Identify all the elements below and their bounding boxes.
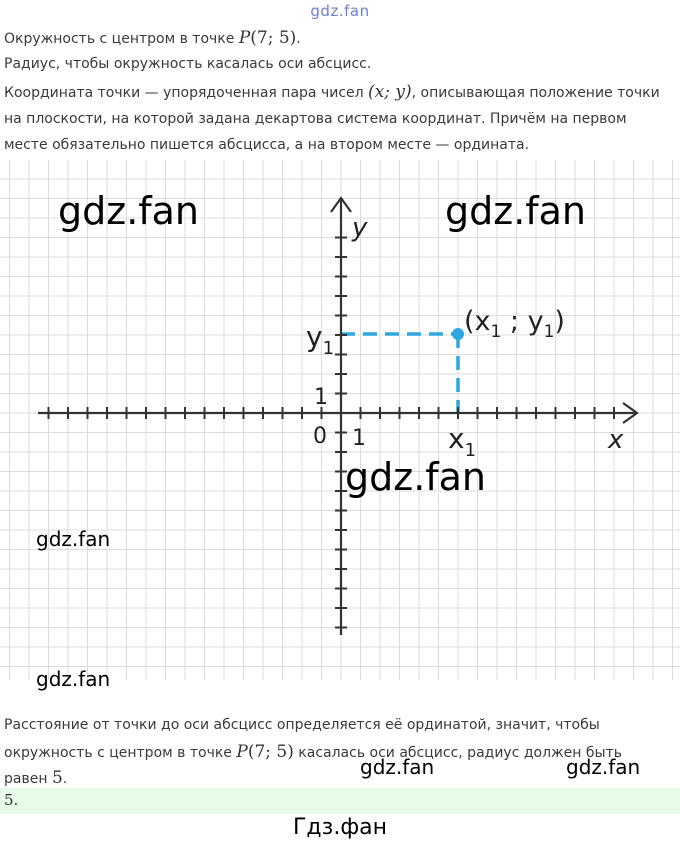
- coordinate-plane-figure: [0, 160, 680, 680]
- radius-value: 5: [51, 768, 63, 788]
- pair-notation: (x; y): [368, 82, 412, 102]
- point-marker: [452, 328, 464, 340]
- point-name: P(7; 5): [238, 28, 297, 48]
- answer-box: [0, 788, 680, 814]
- solution-text-2: окружность с центром в точке: [4, 745, 237, 761]
- solution-line-1: Расстояние от точки до оси абсцисс определяется её ординатой, значит, чтобы: [4, 717, 600, 733]
- watermark-small-4: gdz.fan: [566, 755, 641, 779]
- intro-line-2: Радиус, чтобы окружность касалась оси абсцисс.: [4, 56, 372, 72]
- watermark-bottom: Гдз.фан: [293, 815, 387, 840]
- intro-text-3b: , описывающая положение точки на плоскости, на которой задана декартова система координат. Причём на первом месте обязательно пишется абсцисса, а на втором месте — ордината.: [4, 85, 660, 153]
- intro-line-1: [4, 25, 674, 52]
- intro-text: Окружность с центром в точке: [4, 31, 239, 47]
- y-axis-label: y: [352, 213, 368, 243]
- y-tick-one-label: 1: [314, 385, 328, 410]
- watermark-big-right: gdz.fan: [445, 189, 587, 233]
- solution-text-3b: .: [62, 771, 68, 787]
- watermark-small-1: gdz.fan: [36, 527, 111, 551]
- origin-label: 0: [313, 424, 327, 449]
- intro-paragraph-3: [4, 79, 674, 158]
- solution-text-3: равен: [4, 771, 52, 787]
- intro-text-3: Координата точки — упорядоченная пара чисел: [4, 85, 369, 101]
- watermark-big-center: gdz.fan: [345, 455, 487, 499]
- y1-label: $y_1$: [306, 320, 335, 359]
- x-axis-label: x: [608, 425, 624, 455]
- intro-punct: .: [296, 31, 301, 47]
- watermark-small-3: gdz.fan: [360, 755, 435, 779]
- watermark-big-left: gdz.fan: [58, 189, 200, 233]
- x-tick-one-label: 1: [352, 426, 366, 451]
- solution-point-name: P(7; 5): [236, 742, 294, 762]
- watermark-top: gdz.fan: [310, 2, 370, 20]
- point-coordinates-label: ($x_1$ ; $y_1$): [464, 306, 565, 342]
- x1-label: $x_1$: [448, 422, 477, 461]
- answer-text: 5.: [4, 791, 19, 809]
- solution-text-2b: касалась оси абсцисс, радиус должен быть: [293, 745, 622, 761]
- watermark-small-2: gdz.fan: [36, 667, 111, 691]
